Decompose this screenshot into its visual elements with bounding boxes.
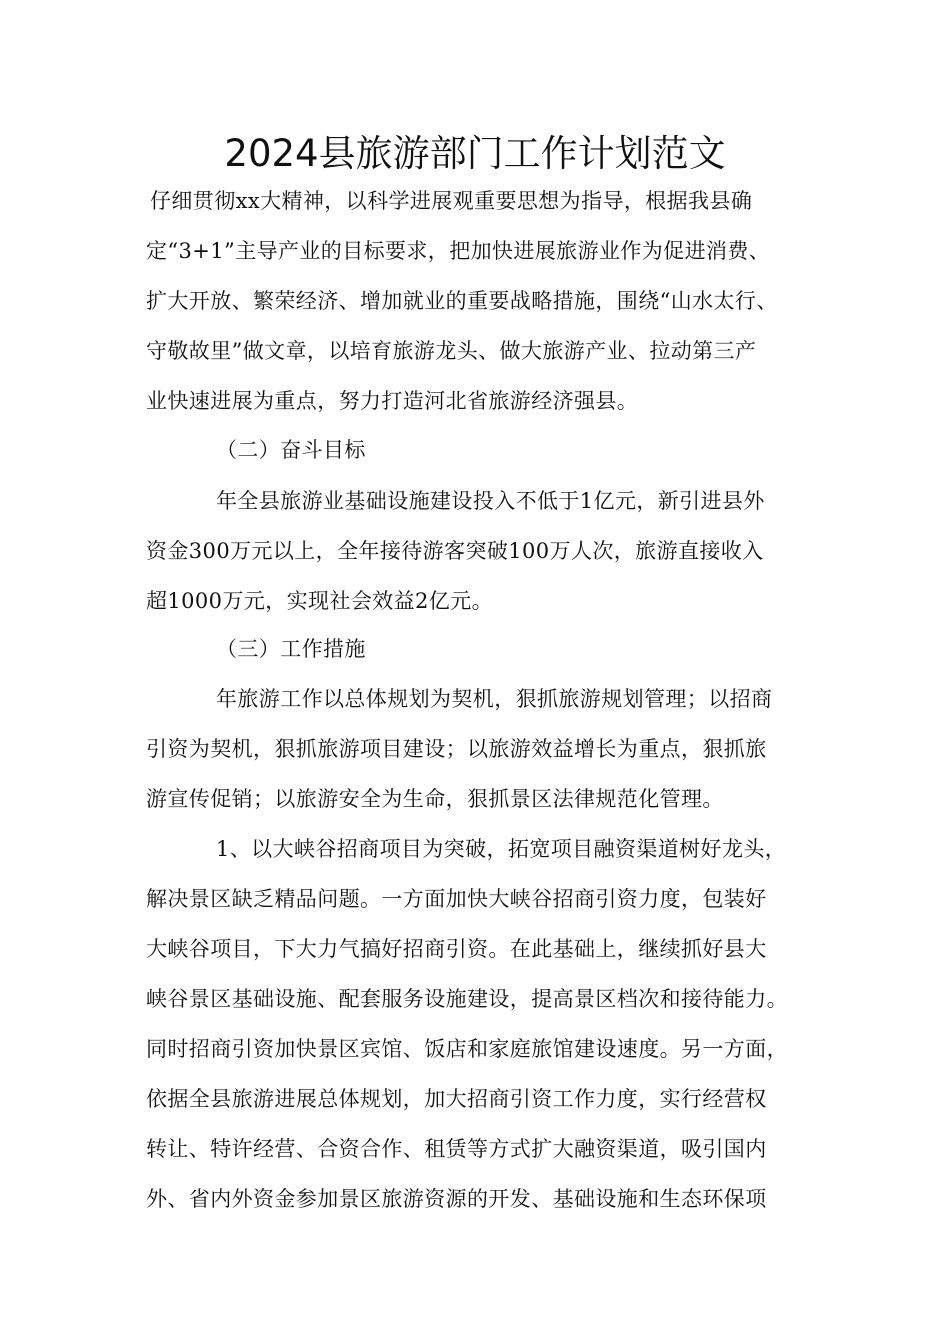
text-line: 解决景区缺乏精品问题。一方面加快大峡谷招商引资力度，包装好 bbox=[146, 887, 767, 911]
text-line: 同时招商引资加快景区宾馆、饭店和家庭旅馆建设速度。另一方面， bbox=[146, 1037, 788, 1061]
document-title: 2024县旅游部门工作计划范文 bbox=[224, 132, 726, 175]
text-line: 超1000万元，实现社会效益2亿元。 bbox=[146, 589, 494, 613]
text-line: 依据全县旅游进展总体规划，加大招商引资工作力度，实行经营权 bbox=[146, 1087, 767, 1111]
text-line: 业快速进展为重点，努力打造河北省旅游经济强县。 bbox=[146, 389, 639, 413]
text-line: 扩大开放、繁荣经济、增加就业的重要战略措施，围绕“山水太行、 bbox=[146, 289, 778, 313]
text-line: 1、以大峡谷招商项目为突破，拓宽项目融资渠道树好龙头， bbox=[216, 837, 787, 861]
text-line: 外、省内外资金参加景区旅游资源的开发、基础设施和生态环保项 bbox=[146, 1187, 767, 1211]
text-line: 资金300万元以上，全年接待游客突破100万人次，旅游直接收入 bbox=[146, 539, 764, 563]
text-line: 定“3+1”主导产业的目标要求，把加快进展旅游业作为促进消费、 bbox=[146, 239, 771, 263]
text-line: 仔细贯彻xx大精神，以科学进展观重要思想为指导，根据我县确 bbox=[150, 189, 753, 213]
section-heading: （三）工作措施 bbox=[216, 637, 366, 661]
text-line: 峡谷景区基础设施、配套服务设施建设，提高景区档次和接待能力。 bbox=[146, 987, 788, 1011]
text-line: 大峡谷项目，下大力气搞好招商引资。在此基础上，继续抓好县大 bbox=[146, 937, 767, 961]
text-line: 转让、特许经营、合资合作、租赁等方式扩大融资渠道，吸引国内 bbox=[146, 1137, 767, 1161]
text-line: 守敬故里”做文章，以培育旅游龙头、做大旅游产业、拉动第三产 bbox=[146, 339, 757, 363]
text-line: 游宣传促销；以旅游安全为生命，狠抓景区法律规范化管理。 bbox=[146, 787, 724, 811]
section-heading: （二）奋斗目标 bbox=[216, 438, 366, 462]
text-line: 年旅游工作以总体规划为契机，狠抓旅游规划管理；以招商 bbox=[216, 687, 773, 711]
text-line: 年全县旅游业基础设施建设投入不低于1亿元，新引进县外 bbox=[216, 489, 765, 513]
text-line: 引资为契机，狠抓旅游项目建设；以旅游效益增长为重点，狠抓旅 bbox=[146, 737, 767, 761]
